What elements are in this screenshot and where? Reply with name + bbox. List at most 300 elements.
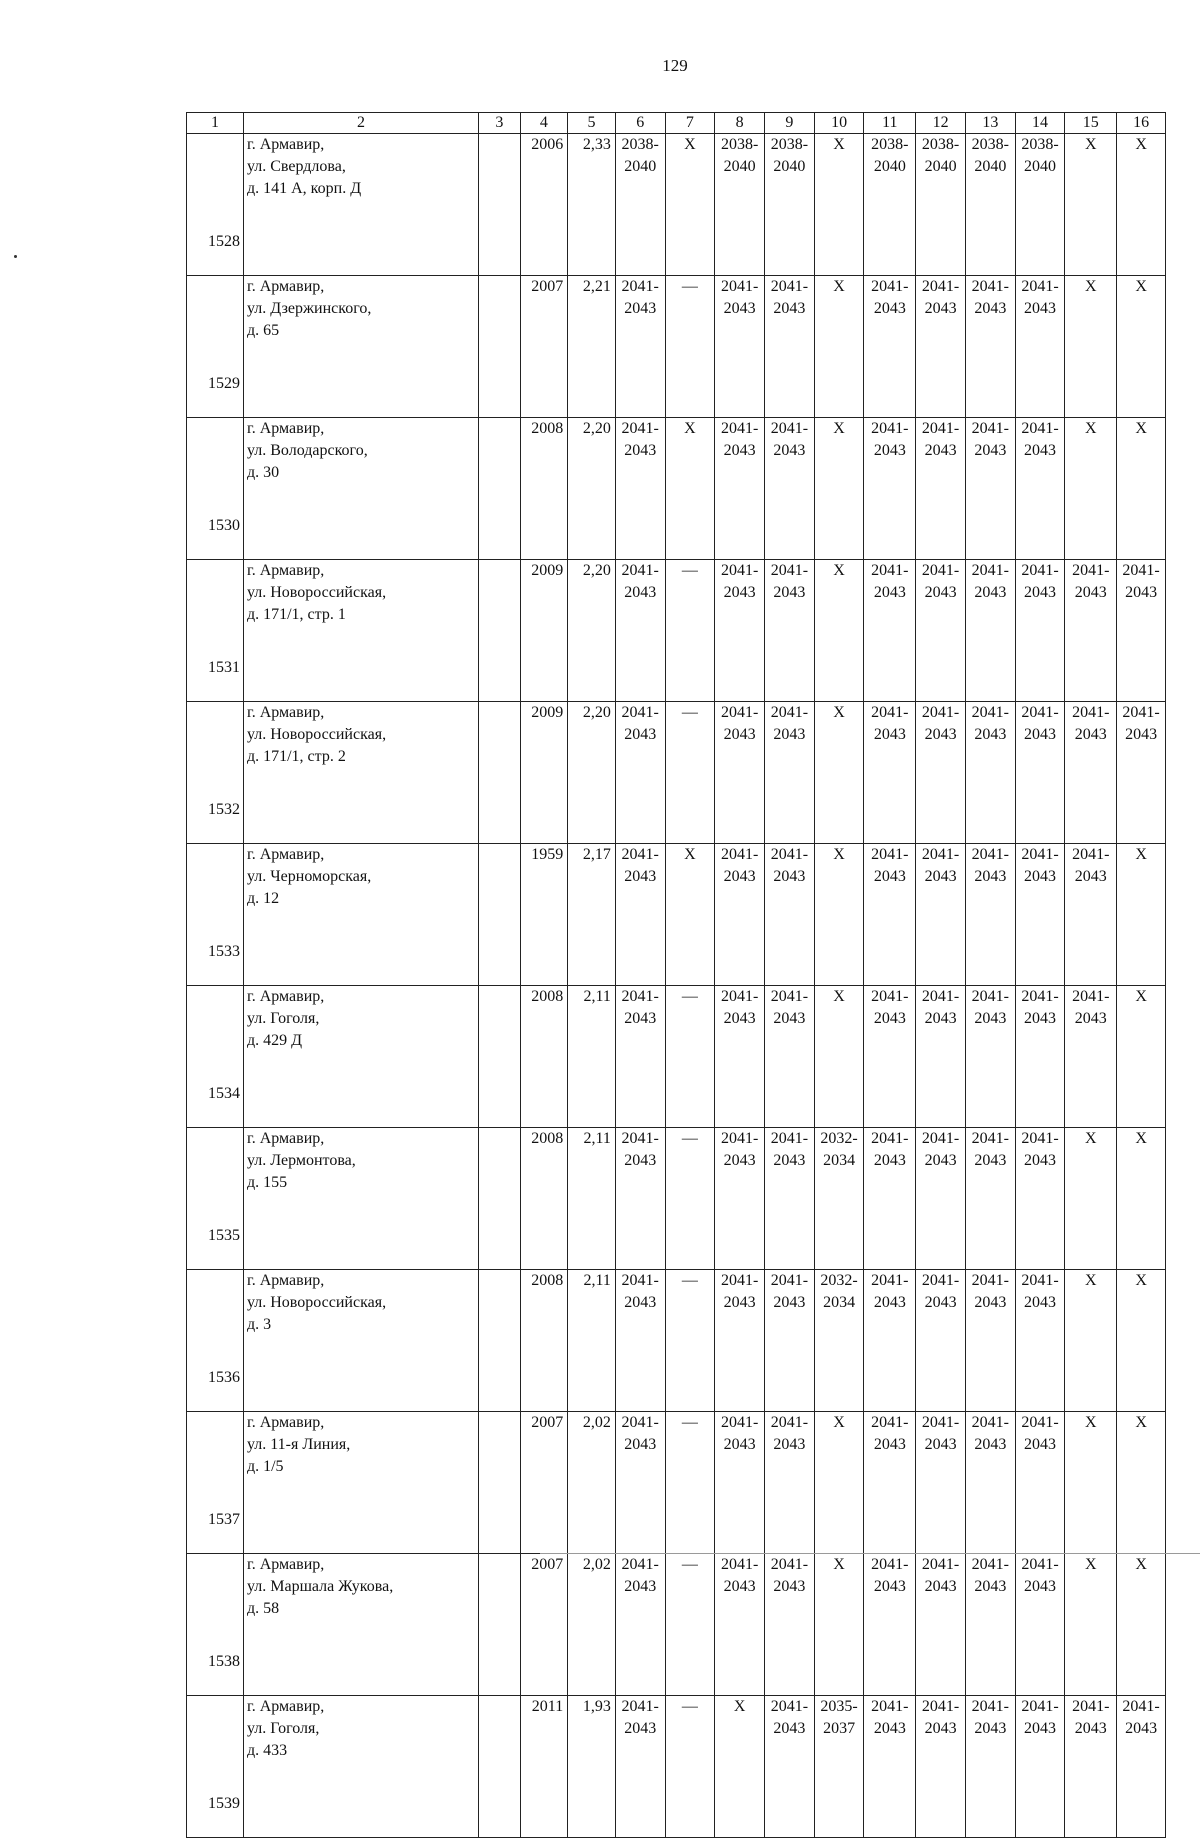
column-header: 8 xyxy=(715,113,765,134)
period-text: 2043 xyxy=(624,868,657,885)
period-text: X xyxy=(1135,1130,1147,1147)
period-text: 2041- xyxy=(971,1414,1009,1431)
address-line: г. Армавир, xyxy=(246,846,325,863)
period-cell xyxy=(864,986,916,1128)
period-text: 2043 xyxy=(924,1720,957,1737)
table-continuation-line xyxy=(540,1553,1200,1554)
period-cell xyxy=(1015,560,1065,702)
period-cell xyxy=(814,276,864,418)
period-cell xyxy=(814,418,864,560)
period-text: 2040 xyxy=(723,158,756,175)
period-text: 2038- xyxy=(621,136,659,153)
period-text: 2041- xyxy=(871,1272,909,1289)
period-text: 2043 xyxy=(1074,1720,1107,1737)
period-text: 2043 xyxy=(723,584,756,601)
period-text: X xyxy=(1135,278,1147,295)
cell-col-3 xyxy=(479,276,520,418)
period-text: — xyxy=(681,988,698,1005)
period-text: 2043 xyxy=(873,726,906,743)
period-cell xyxy=(665,1412,715,1554)
period-text: 2040 xyxy=(974,158,1007,175)
address-cell xyxy=(243,1554,478,1696)
period-cell xyxy=(864,702,916,844)
column-header: 7 xyxy=(665,113,715,134)
period-text: X xyxy=(1085,1272,1097,1289)
period-text: 2041- xyxy=(621,278,659,295)
period-text: 2043 xyxy=(624,1152,657,1169)
year-cell: 2007 xyxy=(520,1554,568,1696)
period-text: 2041- xyxy=(1072,988,1110,1005)
period-cell xyxy=(615,560,665,702)
cell-col-3 xyxy=(479,1696,520,1838)
address-cell xyxy=(243,560,478,702)
address-line: г. Армавир, xyxy=(246,1698,325,1715)
period-cell xyxy=(1117,1128,1166,1270)
row-number-cell: 1528 xyxy=(187,134,244,276)
period-text: 2041- xyxy=(921,846,960,863)
column-header: 13 xyxy=(965,113,1015,134)
period-text: 2041- xyxy=(1072,704,1110,721)
period-cell xyxy=(916,1696,966,1838)
period-text: — xyxy=(681,1556,698,1573)
period-cell xyxy=(665,702,715,844)
period-text: X xyxy=(1135,1414,1147,1431)
period-cell xyxy=(965,560,1015,702)
period-text: 2043 xyxy=(773,442,806,459)
row-number-cell: 1538 xyxy=(187,1554,244,1696)
year-cell: 2011 xyxy=(520,1696,568,1838)
period-cell xyxy=(615,134,665,276)
cell-col-3 xyxy=(479,1412,520,1554)
address-line: д. 1/5 xyxy=(246,1458,284,1475)
period-text: 2032- xyxy=(820,1272,858,1289)
period-cell xyxy=(715,1128,765,1270)
address-line: г. Армавир, xyxy=(246,136,325,153)
address-line: д. 65 xyxy=(246,322,280,339)
period-cell xyxy=(965,1412,1015,1554)
column-header: 16 xyxy=(1117,113,1166,134)
year-cell: 2007 xyxy=(520,276,568,418)
period-cell xyxy=(765,276,815,418)
period-text: 2043 xyxy=(1024,584,1057,601)
address-line: д. 12 xyxy=(246,890,280,907)
address-line: ул. Гоголя, xyxy=(246,1720,320,1737)
period-cell xyxy=(814,986,864,1128)
address-cell xyxy=(243,418,478,560)
period-text: 2043 xyxy=(1125,726,1158,743)
period-cell xyxy=(1015,1696,1065,1838)
period-text: 2040 xyxy=(924,158,957,175)
period-text: 2043 xyxy=(1024,868,1057,885)
period-text: 2040 xyxy=(773,158,806,175)
period-text: 2041- xyxy=(720,420,759,437)
period-text: 2043 xyxy=(624,584,657,601)
period-text: 2043 xyxy=(974,868,1007,885)
period-text: X xyxy=(1135,420,1147,437)
period-text: 2043 xyxy=(1024,1436,1057,1453)
column-header: 5 xyxy=(568,113,616,134)
period-text: 2041- xyxy=(871,988,909,1005)
period-text: 2043 xyxy=(1074,868,1107,885)
period-text: 2043 xyxy=(1074,1010,1107,1027)
period-text: 2041- xyxy=(871,420,909,437)
period-text: 2043 xyxy=(924,1010,957,1027)
period-cell xyxy=(1015,418,1065,560)
table-row xyxy=(187,1270,1166,1412)
row-number-cell: 1539 xyxy=(187,1696,244,1838)
period-text: 2043 xyxy=(974,1152,1007,1169)
value-cell: 2,11 xyxy=(568,1270,616,1412)
period-text: X xyxy=(1135,846,1147,863)
column-header: 11 xyxy=(864,113,916,134)
period-cell xyxy=(1015,986,1065,1128)
period-cell xyxy=(765,560,815,702)
period-cell xyxy=(1065,1412,1117,1554)
period-text: 2041- xyxy=(921,1272,960,1289)
period-text: 2043 xyxy=(924,1294,957,1311)
row-number-cell: 1536 xyxy=(187,1270,244,1412)
period-text: X xyxy=(833,278,845,295)
period-text: 2041- xyxy=(1072,846,1110,863)
period-cell xyxy=(615,418,665,560)
period-text: 2043 xyxy=(723,1578,756,1595)
address-line: ул. Гоголя, xyxy=(246,1010,320,1027)
period-text: 2041- xyxy=(1072,562,1110,579)
period-text: 2041- xyxy=(921,420,960,437)
period-cell xyxy=(864,1696,916,1838)
period-text: 2041- xyxy=(921,704,960,721)
period-cell xyxy=(916,1128,966,1270)
period-text: 2043 xyxy=(924,442,957,459)
year-cell: 2008 xyxy=(520,1128,568,1270)
period-text: X xyxy=(833,420,845,437)
period-text: 2043 xyxy=(974,442,1007,459)
period-text: 2041- xyxy=(770,1130,809,1147)
table-row xyxy=(187,276,1166,418)
period-cell xyxy=(665,1270,715,1412)
period-text: 2041- xyxy=(1122,704,1160,721)
period-cell xyxy=(965,418,1015,560)
period-text: 2043 xyxy=(873,868,906,885)
address-line: ул. Новороссийская, xyxy=(246,584,387,601)
period-text: 2041- xyxy=(1072,1698,1110,1715)
year-cell: 2008 xyxy=(520,418,568,560)
period-text: 2041- xyxy=(871,846,909,863)
period-cell xyxy=(615,1696,665,1838)
column-header: 1 xyxy=(187,113,244,134)
period-cell xyxy=(965,1270,1015,1412)
period-text: 2041- xyxy=(720,1130,759,1147)
table-body xyxy=(187,134,1166,1838)
period-text: 2041- xyxy=(871,704,909,721)
period-text: 2041- xyxy=(921,1556,960,1573)
cell-col-3 xyxy=(479,1554,520,1696)
year-cell: 2007 xyxy=(520,1412,568,1554)
period-cell xyxy=(916,844,966,986)
period-text: 2043 xyxy=(1024,442,1057,459)
cell-col-3 xyxy=(479,134,520,276)
period-cell xyxy=(615,1412,665,1554)
period-cell xyxy=(916,134,966,276)
table-row xyxy=(187,1412,1166,1554)
row-number-cell: 1529 xyxy=(187,276,244,418)
period-cell xyxy=(814,1128,864,1270)
period-text: 2041- xyxy=(770,562,809,579)
period-cell xyxy=(1065,418,1117,560)
address-line: ул. Лермонтова, xyxy=(246,1152,356,1169)
period-cell xyxy=(665,560,715,702)
period-text: 2041- xyxy=(921,1698,960,1715)
address-line: д. 58 xyxy=(246,1600,280,1617)
period-text: 2041- xyxy=(1021,1556,1059,1573)
period-cell xyxy=(765,1554,815,1696)
period-text: 2041- xyxy=(971,704,1009,721)
address-line: г. Армавир, xyxy=(246,1414,325,1431)
period-cell xyxy=(814,560,864,702)
period-text: 2043 xyxy=(1125,584,1158,601)
period-text: 2041- xyxy=(1021,1130,1059,1147)
period-text: X xyxy=(1085,1556,1097,1573)
period-cell xyxy=(864,1128,916,1270)
cell-col-3 xyxy=(479,1270,520,1412)
period-text: 2041- xyxy=(921,1130,960,1147)
period-text: X xyxy=(684,846,696,863)
period-text: X xyxy=(833,846,845,863)
value-cell: 2,20 xyxy=(568,560,616,702)
period-text: X xyxy=(833,136,845,153)
value-cell: 2,02 xyxy=(568,1554,616,1696)
period-cell xyxy=(864,1412,916,1554)
period-text: 2041- xyxy=(770,846,809,863)
period-cell xyxy=(1015,1128,1065,1270)
period-text: X xyxy=(833,1556,845,1573)
table-row xyxy=(187,1696,1166,1838)
period-text: 2041- xyxy=(871,1556,909,1573)
cell-col-3 xyxy=(479,844,520,986)
period-cell xyxy=(1065,986,1117,1128)
period-cell xyxy=(864,560,916,702)
value-cell: 2,17 xyxy=(568,844,616,986)
period-cell xyxy=(615,276,665,418)
period-text: 2041- xyxy=(621,1556,659,1573)
period-cell xyxy=(916,418,966,560)
period-text: 2043 xyxy=(974,1294,1007,1311)
period-text: 2038- xyxy=(770,136,809,153)
period-text: 2043 xyxy=(924,584,957,601)
address-line: д. 171/1, стр. 1 xyxy=(246,606,346,623)
period-cell xyxy=(665,1554,715,1696)
period-text: 2041- xyxy=(1021,1414,1059,1431)
period-text: 2041- xyxy=(770,988,809,1005)
address-line: д. 30 xyxy=(246,464,280,481)
address-line: ул. Дзержинского, xyxy=(246,300,372,317)
period-text: X xyxy=(1085,1130,1097,1147)
period-cell xyxy=(665,134,715,276)
period-text: 2043 xyxy=(873,1010,906,1027)
row-number-cell: 1532 xyxy=(187,702,244,844)
period-text: X xyxy=(833,704,845,721)
row-number-cell: 1533 xyxy=(187,844,244,986)
period-text: 2041- xyxy=(621,420,659,437)
value-cell: 2,11 xyxy=(568,1128,616,1270)
period-text: — xyxy=(681,704,698,721)
period-text: 2041- xyxy=(621,562,659,579)
period-text: X xyxy=(1085,136,1097,153)
address-line: г. Армавир, xyxy=(246,420,325,437)
address-line: г. Армавир, xyxy=(246,1556,325,1573)
period-text: X xyxy=(684,136,696,153)
period-text: 2032- xyxy=(820,1130,858,1147)
period-cell xyxy=(765,418,815,560)
period-cell xyxy=(864,1270,916,1412)
address-line: д. 171/1, стр. 2 xyxy=(246,748,346,765)
period-text: 2035- xyxy=(820,1698,858,1715)
address-line: г. Армавир, xyxy=(246,278,325,295)
period-text: 2041- xyxy=(971,1272,1009,1289)
cell-col-3 xyxy=(479,986,520,1128)
period-text: X xyxy=(1135,988,1147,1005)
period-text: 2041- xyxy=(871,1414,909,1431)
address-line: ул. 11-я Линия, xyxy=(246,1436,351,1453)
period-cell xyxy=(715,560,765,702)
period-text: 2043 xyxy=(1074,726,1107,743)
period-cell xyxy=(965,1696,1015,1838)
period-cell xyxy=(1117,1412,1166,1554)
period-text: 2043 xyxy=(873,442,906,459)
period-cell xyxy=(715,986,765,1128)
address-cell xyxy=(243,702,478,844)
address-line: д. 433 xyxy=(246,1742,288,1759)
year-cell: 2008 xyxy=(520,1270,568,1412)
period-cell xyxy=(1117,986,1166,1128)
period-text: 2043 xyxy=(924,1152,957,1169)
period-cell xyxy=(765,1696,815,1838)
period-cell xyxy=(814,1554,864,1696)
period-text: 2041- xyxy=(770,278,809,295)
period-cell xyxy=(665,276,715,418)
period-text: 2043 xyxy=(723,1294,756,1311)
period-cell xyxy=(665,418,715,560)
address-cell xyxy=(243,1696,478,1838)
period-cell xyxy=(715,1554,765,1696)
period-text: 2041- xyxy=(720,562,759,579)
period-text: 2043 xyxy=(873,584,906,601)
period-text: 2041- xyxy=(1021,846,1059,863)
period-cell xyxy=(916,560,966,702)
column-header: 14 xyxy=(1015,113,1065,134)
period-text: X xyxy=(1135,136,1147,153)
period-text: 2041- xyxy=(921,278,960,295)
cell-col-3 xyxy=(479,418,520,560)
period-text: 2043 xyxy=(873,1720,906,1737)
period-text: 2043 xyxy=(773,1720,806,1737)
year-cell: 2009 xyxy=(520,560,568,702)
period-cell xyxy=(715,276,765,418)
period-text: — xyxy=(681,1698,698,1715)
column-header: 3 xyxy=(479,113,520,134)
period-text: 2041- xyxy=(971,1130,1009,1147)
value-cell: 2,20 xyxy=(568,418,616,560)
period-cell xyxy=(916,702,966,844)
period-text: 2041- xyxy=(621,846,659,863)
period-cell xyxy=(965,1128,1015,1270)
period-text: 2040 xyxy=(624,158,657,175)
value-cell: 2,11 xyxy=(568,986,616,1128)
column-header: 9 xyxy=(765,113,815,134)
period-cell xyxy=(1117,1554,1166,1696)
period-cell xyxy=(615,702,665,844)
period-cell xyxy=(715,1696,765,1838)
period-text: 2043 xyxy=(773,1578,806,1595)
column-header: 10 xyxy=(814,113,864,134)
year-cell: 2008 xyxy=(520,986,568,1128)
period-cell xyxy=(665,1696,715,1838)
period-text: 2041- xyxy=(1021,278,1059,295)
column-header: 2 xyxy=(243,113,478,134)
period-text: 2041- xyxy=(720,704,759,721)
period-cell xyxy=(615,844,665,986)
cell-col-3 xyxy=(479,560,520,702)
period-text: 2041- xyxy=(720,1272,759,1289)
period-cell xyxy=(1065,1554,1117,1696)
address-line: г. Армавир, xyxy=(246,704,325,721)
period-text: — xyxy=(681,562,698,579)
period-cell xyxy=(965,1554,1015,1696)
period-text: 2041- xyxy=(871,562,909,579)
period-text: 2043 xyxy=(773,584,806,601)
period-cell xyxy=(1065,276,1117,418)
period-text: 2041- xyxy=(871,1130,909,1147)
period-cell xyxy=(916,986,966,1128)
period-text: 2043 xyxy=(1024,1294,1057,1311)
period-text: X xyxy=(1085,278,1097,295)
period-cell xyxy=(814,702,864,844)
address-cell xyxy=(243,986,478,1128)
table-row xyxy=(187,560,1166,702)
address-line: ул. Черноморская, xyxy=(246,868,372,885)
header-row xyxy=(187,113,1166,134)
address-line: г. Армавир, xyxy=(246,1272,325,1289)
period-cell xyxy=(1065,1270,1117,1412)
period-cell xyxy=(615,1554,665,1696)
period-cell xyxy=(765,844,815,986)
period-text: 2043 xyxy=(924,1578,957,1595)
period-cell xyxy=(965,844,1015,986)
period-text: 2043 xyxy=(773,868,806,885)
address-line: ул. Маршала Жукова, xyxy=(246,1578,394,1595)
period-text: 2041- xyxy=(971,1698,1009,1715)
period-text: 2038- xyxy=(720,136,759,153)
period-cell xyxy=(1015,134,1065,276)
period-text: 2043 xyxy=(723,442,756,459)
period-text: 2041- xyxy=(1021,704,1059,721)
period-text: 2041- xyxy=(621,1698,659,1715)
period-text: 2043 xyxy=(723,1152,756,1169)
period-cell xyxy=(715,1412,765,1554)
period-cell xyxy=(1015,702,1065,844)
value-cell: 2,02 xyxy=(568,1412,616,1554)
period-cell xyxy=(814,134,864,276)
period-text: 2041- xyxy=(621,1130,659,1147)
period-cell xyxy=(1065,1696,1117,1838)
data-table xyxy=(186,112,1166,1838)
period-text: 2043 xyxy=(873,1152,906,1169)
column-header: 12 xyxy=(916,113,966,134)
period-text: 2041- xyxy=(1021,1272,1059,1289)
period-cell xyxy=(814,844,864,986)
period-text: 2041- xyxy=(621,1272,659,1289)
address-line: ул. Новороссийская, xyxy=(246,1294,387,1311)
